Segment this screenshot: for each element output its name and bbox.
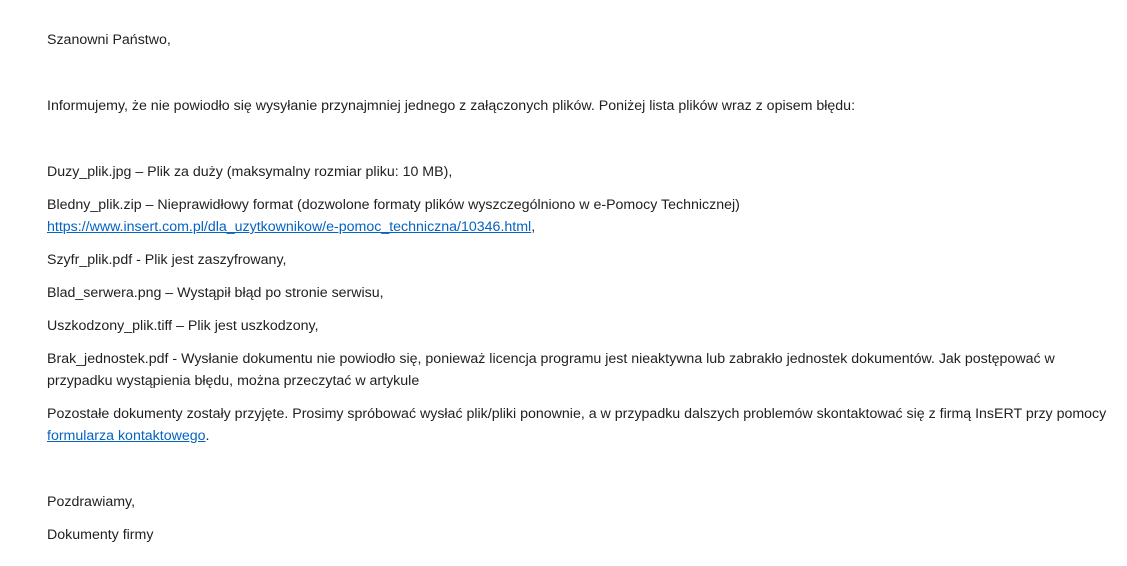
closing-period: . (205, 428, 210, 444)
email-body (47, 29, 1107, 546)
error-item-duzy-plik: Duzy_plik.jpg – Plik za duży (maksymalny rozmiar pliku: 10 MB), (47, 164, 453, 180)
error-item-szyfr-plik: Szyfr_plik.pdf - Plik jest zaszyfrowany, (47, 252, 287, 268)
greeting: Szanowni Państwo, (47, 32, 171, 48)
error-item-brak-jednostek: Brak_jednostek.pdf - Wysłanie dokumentu nie powiodło się, ponieważ licencja programu jest nieaktywna lub zabrakło jednostek dokumentów. Jak postępować w przypadku wystąpienia błędu, można przeczytać w artykule (47, 351, 1055, 389)
regards: Pozdrawiamy, (47, 494, 136, 510)
intro-paragraph: Informujemy, że nie powiodło się wysyłanie przynajmniej jednego z załączonych plików. Poniżej lista plików wraz z opisem błędu: (47, 98, 856, 114)
closing-paragraph (47, 403, 1107, 447)
contact-form-link[interactable]: formularza kontaktowego (47, 428, 206, 444)
closing-text: Pozostałe dokumenty zostały przyjęte. Prosimy spróbować wysłać plik/pliki ponownie, a w przypadku dalszych problemów skontaktować się z firmą InsERT przy pomocy (47, 406, 1107, 422)
error-item-bledny-punctuation: , (531, 219, 536, 235)
error-item-blad-serwera: Blad_serwera.png – Wystąpił błąd po stronie serwisu, (47, 285, 384, 301)
signature: Dokumenty firmy (47, 527, 154, 543)
help-article-link[interactable]: https://www.insert.com.pl/dla_uzytkownikow/e-pomoc_techniczna/10346.html (47, 219, 532, 235)
error-item-bledny-text: Bledny_plik.zip – Nieprawidłowy format (dozwolone formaty plików wyszczególniono w e-Pomocy Technicznej) (47, 197, 740, 213)
error-item-bledny-plik (47, 194, 1107, 238)
error-item-uszkodzony-plik: Uszkodzony_plik.tiff – Plik jest uszkodzony, (47, 318, 319, 334)
